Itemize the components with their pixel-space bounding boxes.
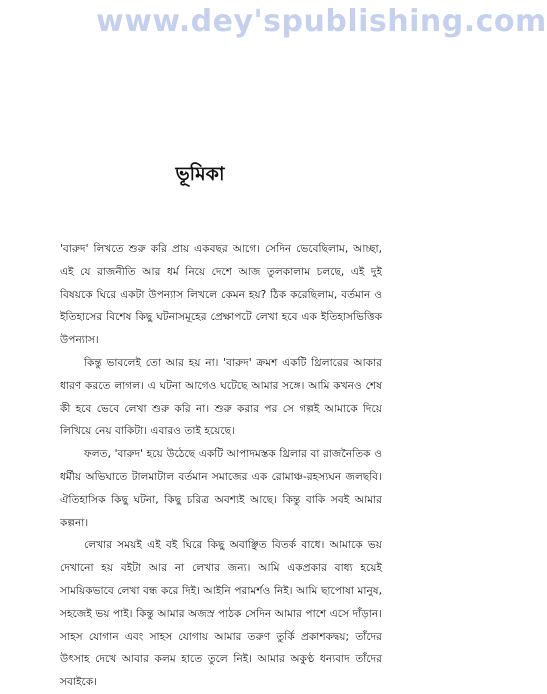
paragraph-3: ফলত, 'বারুদ' হয়ে উঠেছে একটি আপাদমস্তক থ্রিলার বা রাজনৈতিক ও ধর্মীয় অভিঘাতে টালমাটাল বর্তমান সমাজের এক রোমাঞ্চ-রহস্যঘন জলছবি। ঐতিহাসিক কিছু ঘটনা, কিছু চরিত্র অবশ্যই আছে। কিন্তু বাকি সবই আমার কল্পনা। <box>60 448 382 529</box>
publisher-watermark: www.dey'spublishing.com <box>96 4 547 39</box>
paragraph-4: লেখার সময়ই এই বই ঘিরে কিছু অবাঞ্ছিত বিতর্ক বাধে। আমাকে ভয় দেখানো হয় বইটা আর না লেখার জন্য। আমি একপ্রকার বাধ্য হয়েই সাময়িকভাবে লেখা বন্ধ করে দিই। আইনি পরামর্শও নিই। আমি ছাপোষা মানুষ, সহজেই ভয় পাই। কিন্তু আমার অজস্র পাঠক সেদিন আমার পাশে এসে দাঁড়ান। সাহস যোগান এবং সাহস যোগায় আমার তরুণ তুর্কি প্রকাশকদ্বয়; তাঁদের উৎসাহ দেখে আবার কলম হাতে তুলে নিই। আমার অকুণ্ঠ ধন্যবাদ তাঁদের সবাইকে। <box>60 539 382 689</box>
page-title: ভূমিকা <box>175 163 225 185</box>
preface-body <box>60 238 382 694</box>
paragraph-2: কিন্তু ভাবলেই তো আর হয় না। 'বারুদ' ক্রমশ একটি থ্রিলারের আকার ধারণ করতে লাগল। এ ঘটনা আগেও ঘটেছে আমার সঙ্গে। আমি কখনও শেষ কী হবে ভেবে লেখা শুরু করি না। শুরু করার পর সে গল্পই আমাকে দিয়ে লিখিয়ে নেয় বাকিটা। এবারও তাই হয়েছে। <box>60 356 382 438</box>
paragraph-1: 'বারুদ' লিখতে শুরু করি প্রায় একবছর আগে। সেদিন ভেবেছিলাম, আচ্ছা, এই যে রাজনীতি আর ধর্ম নিয়ে দেশে আজ তুলকালাম চলছে, এই দুই বিষয়কে ঘিরে একটা উপন্যাস লিখলে কেমন হয়? ঠিক করেছিলাম, বর্তমান ও ইতিহাসের বিশেষ কিছু ঘটনাসমূহের প্রেক্ষাপটে লেখা হবে এক ইতিহাসভিত্তিক উপন্যাস। <box>60 243 382 347</box>
